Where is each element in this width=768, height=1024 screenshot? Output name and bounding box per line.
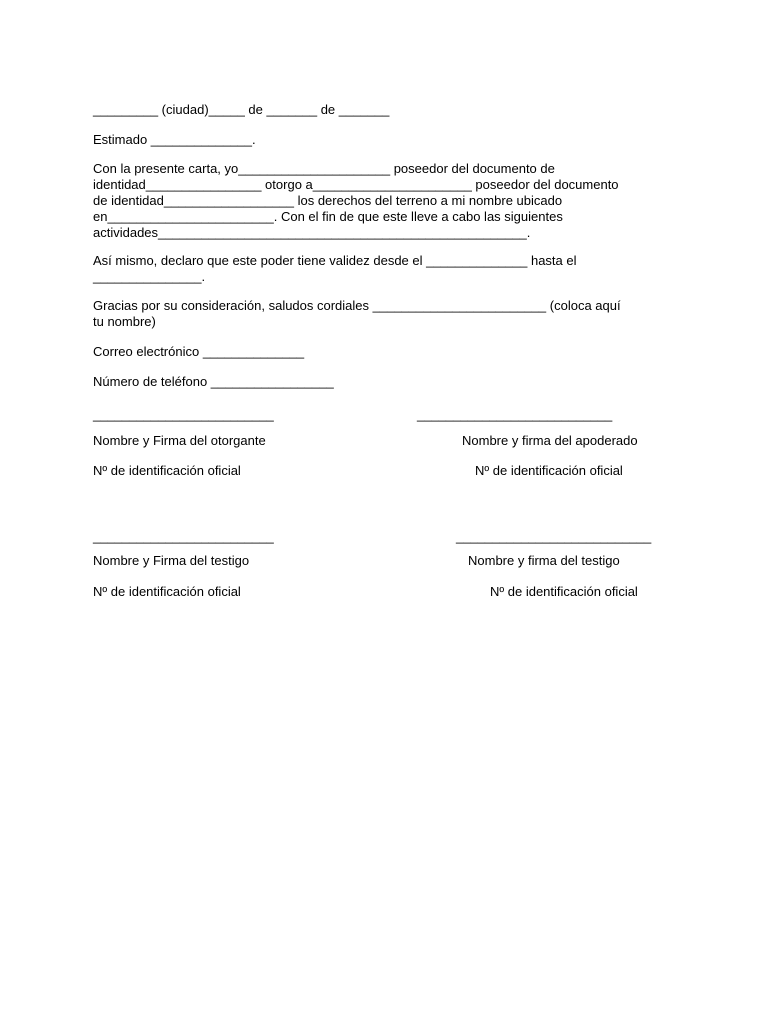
signature-name-otorgante: Nombre y Firma del otorgante <box>93 433 266 448</box>
body-line: Con la presente carta, yo_____________________ poseedor del documento de <box>93 161 555 176</box>
signature-name-testigo-2: Nombre y firma del testigo <box>468 553 620 568</box>
id-label-testigo-1: Nº de identificación oficial <box>93 584 241 599</box>
signature-name-apoderado: Nombre y firma del apoderado <box>462 433 638 448</box>
email-line: Correo electrónico ______________ <box>93 344 305 359</box>
signature-name-testigo-1: Nombre y Firma del testigo <box>93 553 250 568</box>
phone-line: Número de teléfono _________________ <box>93 374 334 389</box>
signature-line-otorgante: _________________________ <box>93 407 274 422</box>
body-line: actividades___________________________________________________. <box>93 225 531 240</box>
body-line: en_______________________. Con el fin de que este lleve a cabo las siguientes <box>93 209 563 224</box>
thanks-line: tu nombre) <box>93 314 156 329</box>
id-label-apoderado: Nº de identificación oficial <box>475 463 623 478</box>
body-line: identidad________________ otorgo a______________________ poseedor del documento <box>93 177 619 192</box>
date-line: _________ (ciudad)_____ de _______ de _______ <box>93 102 390 117</box>
body-line: de identidad__________________ los derechos del terreno a mi nombre ubicado <box>93 193 563 208</box>
signature-line-apoderado: ___________________________ <box>417 407 613 422</box>
greeting: Estimado ______________. <box>93 132 256 147</box>
id-label-testigo-2: Nº de identificación oficial <box>490 584 638 599</box>
signature-line-testigo-2: ___________________________ <box>456 529 652 544</box>
validity-line: Así mismo, declaro que este poder tiene validez desde el ______________ hasta el <box>93 253 577 268</box>
thanks-line: Gracias por su consideración, saludos cordiales ________________________ (coloca aquí <box>93 298 621 313</box>
signature-line-testigo-1: _________________________ <box>93 529 274 544</box>
id-label-otorgante: Nº de identificación oficial <box>93 463 241 478</box>
validity-line: _______________. <box>93 269 206 284</box>
